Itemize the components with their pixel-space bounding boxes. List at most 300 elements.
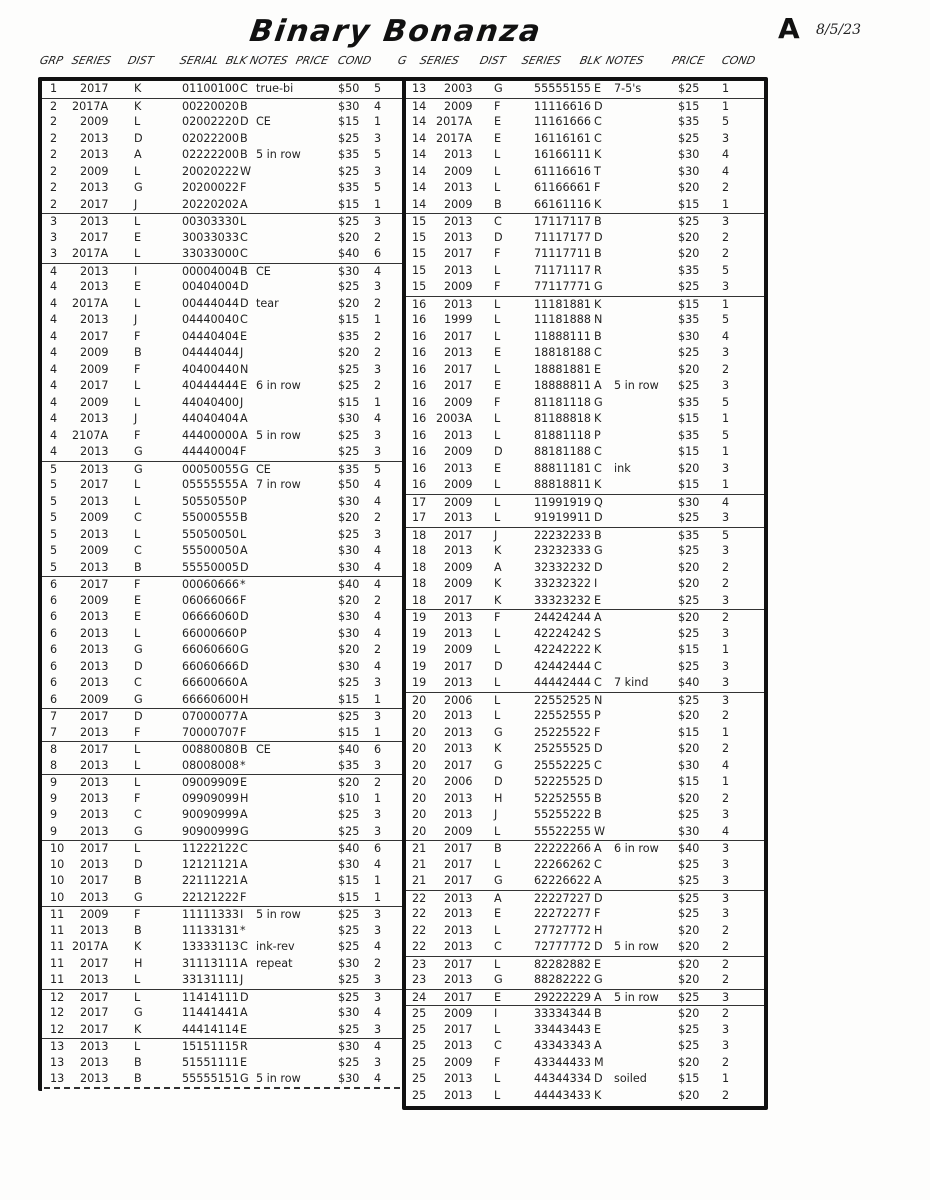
cell-series: 2009 [444, 643, 473, 656]
cell-condition: 2 [722, 247, 730, 260]
table-row [406, 923, 764, 940]
cell-group: 21 [412, 842, 427, 855]
cell-series: 2013 [444, 923, 473, 937]
cell-district: D [494, 445, 503, 458]
cell-block: K [594, 197, 602, 211]
cell-group: 9 [50, 824, 58, 838]
sheet-date: 8/5/23 [816, 22, 862, 38]
cell-group: 24 [412, 990, 427, 1004]
cell-district: E [494, 115, 502, 128]
cell-block: H [240, 692, 249, 706]
cell-group: 18 [412, 577, 427, 590]
cell-serial: 22222266 [534, 842, 591, 855]
cell-condition: 3 [374, 164, 382, 178]
cell-condition: 1 [722, 197, 730, 211]
cell-price: $25 [678, 907, 700, 920]
cell-price: $15 [678, 99, 700, 113]
table-row [406, 1022, 764, 1039]
cell-group: 20 [412, 791, 427, 805]
table-row [42, 576, 402, 594]
cell-condition: 3 [374, 923, 382, 937]
table-row [406, 906, 764, 923]
cell-series: 2017 [444, 842, 473, 855]
cell-block: J [240, 346, 244, 359]
cell-price: $25 [678, 379, 700, 392]
cell-price: $25 [338, 808, 360, 821]
cell-district: L [494, 263, 501, 277]
cell-serial: 44443433 [534, 1088, 591, 1102]
table-row [42, 1055, 402, 1072]
cell-condition: 2 [374, 593, 382, 607]
table-row [42, 510, 402, 527]
table-row [42, 81, 402, 98]
cell-group: 14 [412, 181, 427, 194]
cell-price: $25 [338, 428, 360, 442]
cell-series: 2017A [72, 940, 109, 953]
cell-price: $25 [678, 626, 700, 640]
cell-series: 2013 [444, 676, 473, 689]
cell-series: 2013 [444, 297, 473, 311]
cell-series: 2017 [80, 743, 109, 756]
cell-condition: 4 [374, 560, 382, 574]
cell-price: $15 [338, 115, 360, 128]
cell-series: 2017 [80, 990, 109, 1004]
cell-series: 2017 [80, 230, 109, 244]
cell-district: G [134, 692, 143, 706]
cell-condition: 3 [374, 758, 382, 772]
cell-condition: 2 [374, 776, 382, 789]
cell-group: 4 [50, 379, 58, 392]
table-row [42, 131, 402, 148]
cell-serial: 00444044 [182, 296, 239, 310]
cell-condition: 1 [374, 692, 382, 706]
cell-price: $20 [678, 1007, 700, 1020]
cell-series: 2013 [444, 611, 473, 624]
cell-condition: 4 [374, 264, 382, 278]
cell-price: $35 [678, 263, 700, 277]
cell-price: $15 [338, 197, 360, 211]
cell-series: 2013 [80, 131, 109, 145]
cell-group: 16 [412, 395, 427, 409]
cell-district: F [134, 428, 141, 442]
cell-serial: 11222122 [182, 842, 239, 855]
cell-block: E [240, 776, 248, 789]
cell-block: K [594, 297, 602, 311]
cell-group: 4 [50, 395, 58, 409]
cell-group: 10 [50, 842, 65, 855]
table-row [406, 560, 764, 577]
cell-district: G [134, 1006, 143, 1019]
table-row [42, 296, 402, 313]
cell-series: 2013 [80, 824, 109, 838]
cell-condition: 5 [374, 148, 382, 161]
cell-price: $20 [678, 742, 700, 755]
cell-district: L [134, 296, 141, 310]
cell-district: L [494, 824, 501, 838]
table-row [406, 494, 764, 512]
cell-price: $25 [678, 874, 700, 887]
cell-group: 6 [50, 610, 58, 623]
cell-series: 2009 [444, 560, 473, 574]
cell-district: B [134, 1072, 142, 1085]
cell-block: K [594, 643, 602, 656]
table-row [406, 840, 764, 858]
cell-block: C [240, 230, 248, 244]
cell-serial: 91919911 [534, 511, 591, 524]
cell-series: 2017 [444, 857, 473, 871]
cell-condition: 2 [374, 230, 382, 244]
cell-series: 2003A [436, 412, 473, 425]
table-row [42, 147, 402, 164]
cell-block: D [594, 99, 603, 113]
cell-serial: 11181888 [534, 313, 591, 326]
table-row [42, 675, 402, 692]
cell-block: G [240, 824, 249, 838]
table-row [42, 345, 402, 362]
table-row [42, 807, 402, 824]
cell-group: 6 [50, 659, 58, 673]
cell-block: B [240, 99, 248, 113]
cell-group: 25 [412, 1072, 427, 1085]
cell-block: D [240, 990, 249, 1004]
table-row [406, 477, 764, 494]
cell-condition: 5 [374, 181, 382, 194]
cell-district: L [494, 297, 501, 311]
cell-district: B [134, 1055, 142, 1069]
cell-condition: 3 [374, 808, 382, 821]
cell-series: 2013 [444, 725, 473, 739]
cell-group: 14 [412, 197, 427, 211]
cell-group: 18 [412, 560, 427, 574]
cell-district: L [134, 842, 141, 855]
cell-condition: 5 [722, 528, 730, 542]
cell-condition: 2 [374, 346, 382, 359]
cell-block: E [594, 593, 602, 607]
page-title: Binary Bonanza [247, 14, 545, 49]
cell-price: $20 [678, 611, 700, 624]
cell-district: B [494, 197, 502, 211]
cell-series: 2013 [80, 313, 109, 326]
cell-price: $30 [678, 824, 700, 838]
cell-price: $20 [678, 230, 700, 244]
cell-group: 25 [412, 1039, 427, 1052]
cell-block: H [594, 923, 603, 937]
cell-notes: 5 in row [256, 148, 301, 161]
cell-series: 2009 [80, 362, 109, 376]
cell-block: E [594, 1022, 602, 1036]
cell-district: E [134, 280, 142, 293]
table-row [42, 395, 402, 412]
cell-serial: 55000555 [182, 511, 239, 524]
cell-district: L [134, 379, 141, 392]
cell-district: L [494, 362, 501, 376]
cell-condition: 1 [374, 890, 382, 904]
cell-group: 6 [50, 692, 58, 706]
cell-serial: 55550005 [182, 560, 239, 574]
cell-price: $25 [678, 891, 700, 905]
cell-district: D [494, 775, 503, 788]
cell-series: 2013 [80, 808, 109, 821]
cell-group: 5 [50, 478, 58, 491]
cell-block: L [240, 215, 247, 228]
table-row [406, 741, 764, 758]
cell-condition: 1 [722, 412, 730, 425]
cell-serial: 22266262 [534, 857, 591, 871]
cell-block: B [240, 148, 248, 161]
cell-condition: 3 [722, 676, 730, 689]
cell-group: 6 [50, 626, 58, 640]
cell-block: A [594, 842, 602, 855]
cell-group: 16 [412, 428, 427, 442]
cell-condition: 3 [374, 215, 382, 228]
cell-serial: 32332232 [534, 560, 591, 574]
table-row [406, 576, 764, 593]
cell-district: L [494, 511, 501, 524]
cell-group: 20 [412, 824, 427, 838]
cell-condition: 5 [722, 263, 730, 277]
cell-price: $30 [338, 1072, 360, 1085]
cell-serial: 66161116 [534, 197, 591, 211]
cell-group: 12 [50, 990, 65, 1004]
cell-block: F [240, 593, 247, 607]
cell-serial: 33323232 [534, 593, 591, 607]
cell-group: 14 [412, 148, 427, 161]
table-row [406, 626, 764, 643]
cell-serial: 04444044 [182, 346, 239, 359]
table-row [406, 312, 764, 329]
cell-block: B [594, 1007, 602, 1020]
table-row [42, 1022, 402, 1039]
table-row [406, 939, 764, 956]
cell-block: A [240, 412, 248, 425]
table-row [42, 758, 402, 775]
cell-district: L [134, 395, 141, 409]
cell-district: J [494, 808, 498, 821]
table-row [406, 692, 764, 710]
cell-series: 2013 [80, 791, 109, 805]
cell-condition: 2 [722, 742, 730, 755]
cell-price: $35 [338, 462, 360, 476]
cell-group: 2 [50, 131, 58, 145]
table-row [406, 329, 764, 346]
cell-condition: 4 [374, 578, 382, 591]
cell-serial: 27727772 [534, 923, 591, 937]
header-district: DIST [126, 54, 155, 67]
cell-notes: CE [256, 743, 271, 756]
cell-district: F [134, 578, 141, 591]
cell-district: K [134, 940, 142, 953]
cell-price: $25 [338, 215, 360, 228]
cell-series: 2013 [80, 758, 109, 772]
cell-condition: 5 [722, 395, 730, 409]
cell-series: 2009 [80, 593, 109, 607]
table-row [42, 609, 402, 626]
table-row [406, 972, 764, 989]
cell-series: 2013 [80, 527, 109, 541]
right-table [402, 77, 768, 1110]
cell-notes: CE [256, 462, 271, 476]
cell-series: 2009 [444, 495, 473, 509]
table-row [406, 659, 764, 676]
cell-price: $15 [678, 297, 700, 311]
table-row [42, 98, 402, 116]
cell-series: 1999 [444, 313, 473, 326]
table-row [42, 560, 402, 577]
cell-group: 9 [50, 776, 58, 789]
cell-condition: 3 [374, 973, 382, 986]
cell-group: 23 [412, 973, 427, 986]
cell-group: 25 [412, 1088, 427, 1102]
table-row [406, 81, 764, 98]
cell-condition: 2 [722, 181, 730, 194]
table-row [406, 444, 764, 461]
header-series: SERIES [418, 54, 461, 67]
cell-price: $35 [678, 395, 700, 409]
cell-series: 2013 [444, 461, 473, 475]
table-row [406, 510, 764, 527]
table-row [406, 989, 764, 1007]
header-price: PRICE [670, 54, 706, 67]
cell-block: B [594, 329, 602, 343]
cell-price: $40 [338, 578, 360, 591]
cell-condition: 2 [374, 956, 382, 970]
cell-condition: 3 [722, 1039, 730, 1052]
cell-block: C [594, 659, 602, 673]
table-row [42, 279, 402, 296]
cell-group: 4 [50, 428, 58, 442]
cell-condition: 3 [722, 857, 730, 871]
cell-price: $25 [678, 1039, 700, 1052]
cell-serial: 18818188 [534, 346, 591, 359]
cell-group: 4 [50, 313, 58, 326]
cell-block: * [240, 923, 246, 937]
cell-block: D [240, 296, 249, 310]
table-row [42, 659, 402, 676]
cell-serial: 06666060 [182, 610, 239, 623]
cell-serial: 02022200 [182, 131, 239, 145]
cell-block: N [594, 693, 603, 707]
cell-serial: 90090999 [182, 808, 239, 821]
cell-serial: 20020222 [182, 164, 239, 178]
cell-block: W [594, 824, 606, 838]
cell-group: 13 [412, 82, 427, 95]
cell-condition: 2 [374, 643, 382, 656]
cell-group: 19 [412, 676, 427, 689]
cell-group: 25 [412, 1055, 427, 1069]
table-row [42, 164, 402, 181]
cell-serial: 22121222 [182, 890, 239, 904]
cell-group: 15 [412, 263, 427, 277]
cell-block: B [240, 264, 248, 278]
cell-serial: 44400000 [182, 428, 239, 442]
cell-series: 2009 [444, 1007, 473, 1020]
cell-price: $15 [338, 395, 360, 409]
cell-series: 2013 [80, 1040, 109, 1053]
cell-district: F [134, 908, 141, 921]
cell-serial: 04440040 [182, 313, 239, 326]
cell-condition: 1 [722, 478, 730, 491]
cell-condition: 3 [374, 990, 382, 1004]
cell-notes: true-bi [256, 82, 294, 95]
table-row [406, 131, 764, 148]
cell-condition: 2 [374, 379, 382, 392]
cell-block: G [240, 1072, 249, 1085]
cell-condition: 1 [722, 775, 730, 788]
cell-district: L [494, 428, 501, 442]
cell-block: W [240, 164, 252, 178]
cell-group: 20 [412, 808, 427, 821]
cell-serial: 71171117 [534, 263, 591, 277]
cell-condition: 3 [374, 710, 382, 723]
cell-district: F [134, 791, 141, 805]
cell-series: 2017 [444, 957, 473, 971]
cell-price: $30 [678, 329, 700, 343]
cell-group: 13 [50, 1072, 65, 1085]
cell-group: 4 [50, 445, 58, 458]
table-row [406, 164, 764, 181]
table-row [42, 1071, 402, 1088]
cell-district: E [494, 990, 502, 1004]
cell-series: 2017 [80, 578, 109, 591]
cell-district: F [494, 395, 501, 409]
cell-district: A [134, 148, 142, 161]
cell-block: K [594, 1088, 602, 1102]
cell-series: 2017 [444, 528, 473, 542]
cell-serial: 00004004 [182, 264, 239, 278]
cell-district: L [494, 626, 501, 640]
cell-price: $30 [338, 99, 360, 113]
cell-condition: 1 [374, 791, 382, 805]
cell-price: $30 [678, 758, 700, 772]
cell-serial: 44442444 [534, 676, 591, 689]
cell-price: $50 [338, 82, 360, 95]
cell-serial: 22111221 [182, 874, 239, 887]
table-row [406, 230, 764, 247]
cell-condition: 2 [722, 1055, 730, 1069]
cell-price: $25 [678, 659, 700, 673]
table-row [406, 296, 764, 314]
cell-condition: 4 [374, 659, 382, 673]
cell-group: 16 [412, 461, 427, 475]
cell-district: L [494, 329, 501, 343]
cell-serial: 18881881 [534, 362, 591, 376]
cell-block: A [240, 874, 248, 887]
cell-block: C [594, 131, 602, 145]
cell-block: P [240, 494, 247, 508]
table-row [406, 1071, 764, 1088]
cell-price: $15 [338, 725, 360, 739]
cell-block: G [594, 544, 603, 557]
cell-serial: 90900999 [182, 824, 239, 838]
table-row [406, 890, 764, 908]
table-row [42, 444, 402, 461]
header-group: GRP [38, 54, 65, 67]
cell-serial: 16166111 [534, 148, 591, 161]
cell-block: D [594, 511, 603, 524]
cell-district: C [134, 544, 142, 557]
cell-group: 12 [50, 1022, 65, 1036]
cell-district: L [134, 115, 141, 128]
cell-serial: 55555151 [182, 1072, 239, 1085]
cell-group: 20 [412, 725, 427, 739]
cell-serial: 02002220 [182, 115, 239, 128]
cell-price: $15 [678, 643, 700, 656]
cell-notes: CE [256, 264, 271, 278]
cell-price: $15 [678, 197, 700, 211]
table-row [406, 873, 764, 890]
table-row [42, 956, 402, 973]
cell-condition: 4 [722, 495, 730, 509]
